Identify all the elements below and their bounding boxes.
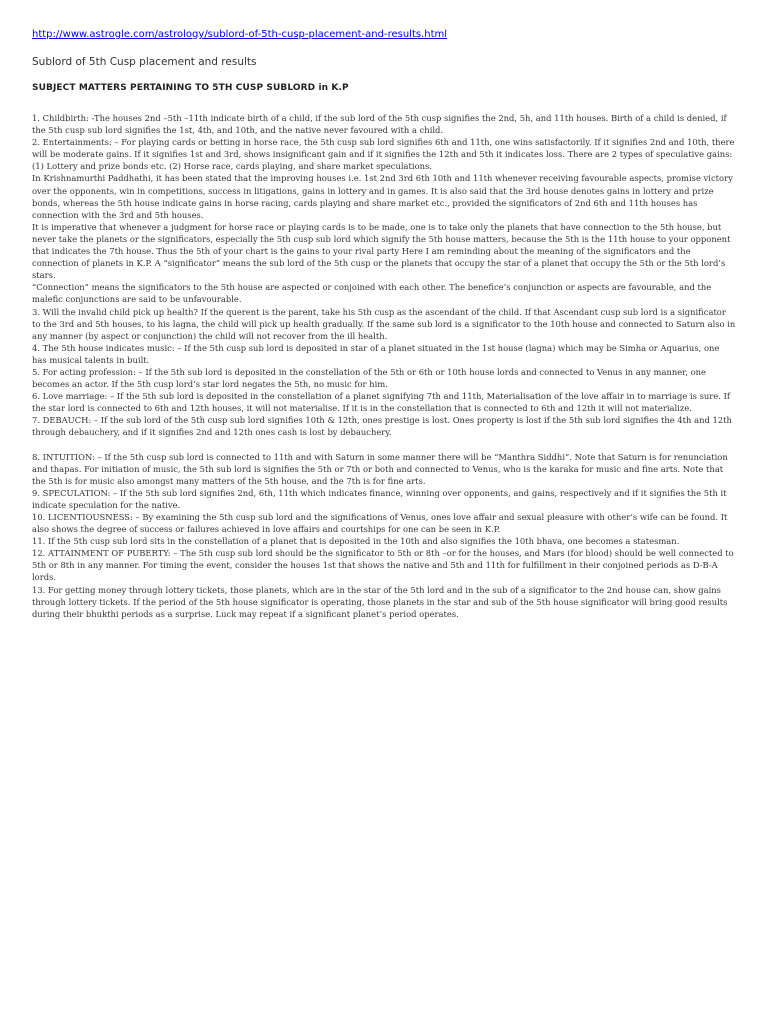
paragraph: 10. LICENTIOUSNESS: – By examining the 5th cusp sub lord and the significations of Venus, ones love affair and sexual pleasure with other’s wife can be found. It also shows the degree of success or failures achieved in love affairs and courtships for one can be seen in K.P.	[32, 512, 728, 535]
paragraph: 4. The 5th house indicates music: – If the 5th cusp sub lord is deposited in star of a planet situated in the 1st house (lagna) which may be Simha or Aquarius, one has musical talents in built.	[32, 342, 720, 365]
paragraph: 2. Entertainments: – For playing cards or betting in horse race, the 5th cusp sub lord signifies 6th and 11th, one wins satisfactorily. If it signifies 2nd and 10th, there will be moderate gains. If it signifies 1st and 3rd, shows insignificant gain and if it signifies the 12th and 5th it indicates loss. There are 2 types of speculative gains: (1) Lottery and prize bonds etc. (2) Horse race, cards playing, and share market speculations.	[32, 137, 735, 172]
paragraph: 9. SPECULATION: – If the 5th sub lord signifies 2nd, 6th, 11th which indicates finance, winning over opponents, and gains, respectively and if it signifies the 5th it indicate speculation for the native.	[32, 487, 727, 510]
paragraph: 1. Childbirth: -The houses 2nd –5th –11th indicate birth of a child, if the sub lord of the 5th cusp signifies the 2nd, 5h, and 11th houses. Birth of a child is denied, if the 5th cusp sub lord signifies the 1st, 4th, and 10th, and the native never favoured with a child.	[32, 113, 727, 136]
paragraph: 13. For getting money through lottery tickets, those planets, which are in the star of the 5th lord and in the sub of a significator to the 2nd house can, show gains through lottery tickets. If the period of the 5th house significator is operating, those planets in the star and sub of the 5th house significator will bring good results during their bhukthi periods as a surprise. Luck may repeat if a significant planet’s period operates.	[32, 584, 728, 619]
paragraph: 8. INTUITION: – If the 5th cusp sub lord is connected to 11th and with Saturn in some manner there will be “Manthra Siddhi”. Note that Saturn is for renunciation and thapas. For initiation of music, the 5th sub lord is signifies the 5th or 7th or both and connected to Venus, who is the karaka for music and fine arts. Note that the 5th is for music also amongst many matters of the 5th house, and the 7th is for fine arts.	[32, 451, 728, 486]
paragraph: In Krishnamurthi Paddhathi, it has been stated that the improving houses i.e. 1st 2nd 3rd 6th 10th and 11th whenever receiving favourable aspects, promise victory over the opponents, win in competitions, success in litigations, gains in lottery and in games. It is also said that the 3rd house denotes gains in lottery and prize bonds, whereas the 5th house indicate gains in horse racing, cards playing and share market etc., provided the significators of 2nd 6th and 11th houses has connection with the 3rd and 5th houses.	[32, 173, 733, 220]
paragraph: 7. DEBAUCH: – If the sub lord of the 5th cusp sub lord signifies 10th & 12th, ones prestige is lost. Ones property is lost if the 5th sub lord signifies the 4th and 12th through debauchery, and if it signifies 2nd and 12th ones cash is lost by debauchery.	[32, 415, 732, 438]
paragraph: “Connection” means the significators to the 5th house are aspected or conjoined with each other. The benefice’s conjunction or aspects are favourable, and the malefic conjunctions are said to be unfavourable.	[32, 282, 712, 305]
paragraph-spacer	[32, 439, 736, 451]
source-url-link[interactable]: http://www.astrogle.com/astrology/sublord-of-5th-cusp-placement-and-results.html	[32, 29, 448, 40]
document-heading: SUBJECT MATTERS PERTAINING TO 5TH CUSP SUBLORD in K.P	[32, 83, 349, 93]
paragraph: It is imperative that whenever a judgment for horse race or playing cards is to be made, one is to take only the planets that have connection to the 5th house, but never take the planets or the significators, especially the 5th cusp sub lord which signify the 5th house matters, because the 5th is the 11th house to your opponent that indicates the 7th house. Thus the 5th of your chart is the gains to your rival party Here I am reminding about the meaning of the significators and the connection of planets in K.P. A “significator” means the sub lord of the 5th cusp or the planets that occupy the star of a planet that occupy the 5th or the 5th lord’s stars.	[32, 221, 731, 281]
paragraph: 12. ATTAINMENT OF PUBERTY: – The 5th cusp sub lord should be the significator to 5th or 8th –or for the houses, and Mars (for blood) should be well connected to 5th or 8th in any manner. For timing the event, consider the houses 1st that shows the native and 5th and 11th for fulfillment in their conjoined periods as D-B-A lords.	[32, 548, 734, 583]
paragraph: 5. For acting profession: – If the 5th sub lord is deposited in the constellation of the 5th or 6th or 10th house lords and connected to Venus in any manner, one becomes an actor. If the 5th cusp lord’s star lord negates the 5th, no music for him.	[32, 366, 706, 390]
paragraph: 6. Love marriage: – If the 5th sub lord is deposited in the constellation of a planet signifying 7th and 11th, Materialisation of the love affair in to marriage is sure. If the star lord is connected to 6th and 12th houses, it will not materialise. If it is in the constellation that is connected to 6th and 12th it will not materialize.	[32, 391, 730, 414]
paragraph: 11. If the 5th cusp sub lord sits in the constellation of a planet that is deposited in the 10th and also signifies the 10th bhava, one becomes a statesman.	[32, 536, 680, 547]
document-page	[32, 28, 736, 620]
document-subtitle: Sublord of 5th Cusp placement and results	[32, 56, 257, 68]
document-body	[32, 112, 736, 620]
paragraph: 3. Will the invalid child pick up health? If the querent is the parent, take his 5th cusp as the ascendant of the child. If that Ascendant cusp sub lord is a significator to the 3rd and 5th houses, to his lagna, the child will pick up health gradually. If the same sub lord is a significator to the 10th house and connected to Saturn also in any manner (by aspect or conjunction) the child will not recover from the ill health.	[32, 306, 736, 341]
